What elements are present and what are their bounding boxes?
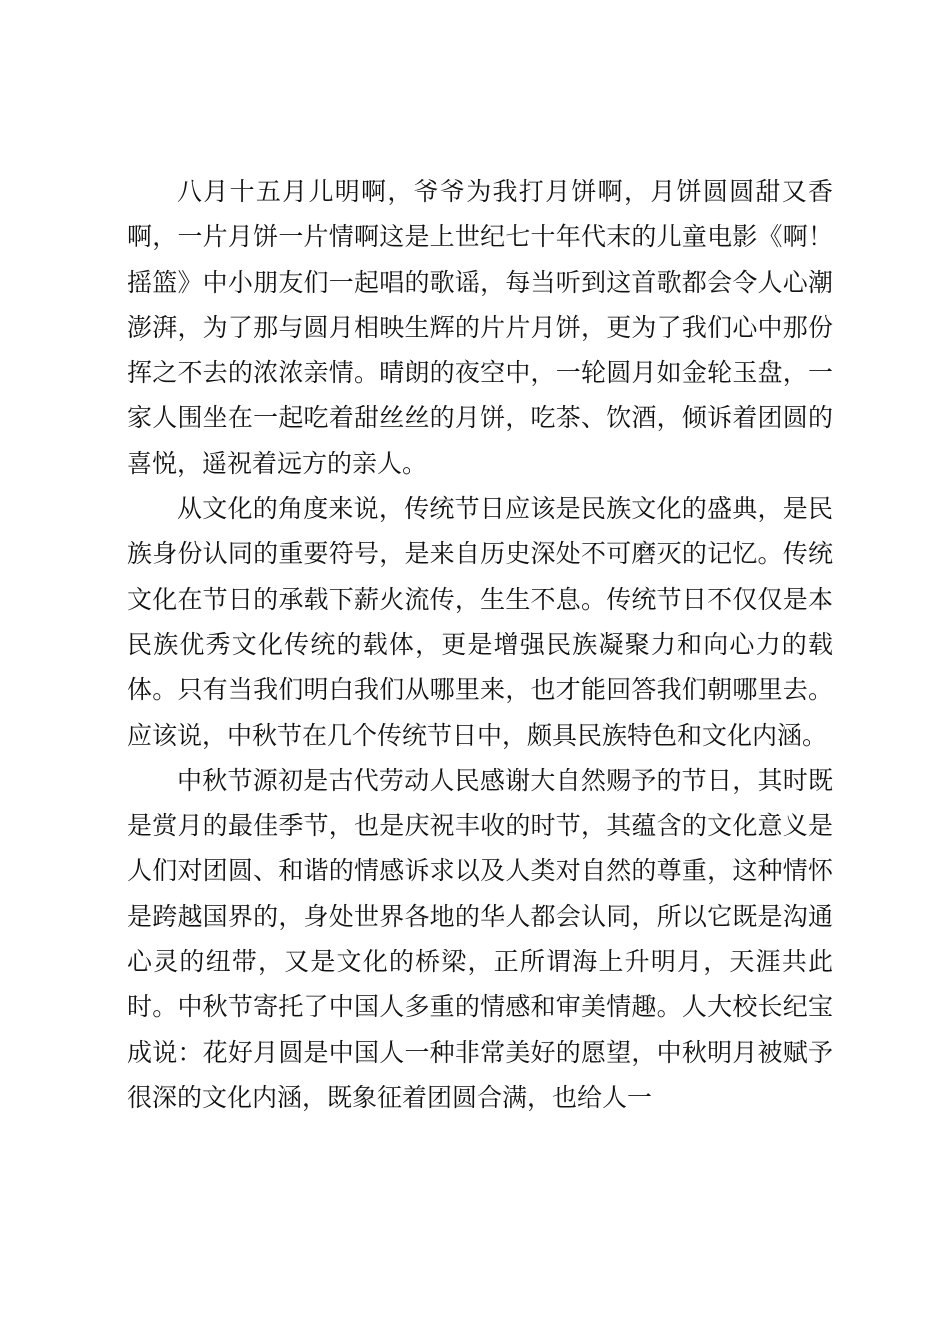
paragraph-festival-origin: 中秋节源初是古代劳动人民感谢大自然赐予的节日，其时既是赏月的最佳季节，也是庆祝丰收的时节，其蕴含的文化意义是人们对团圆、和谐的情感诉求以及人类对自然的尊重，这种情怀是跨越国界的，身处世界各地的华人都会认同，所以它既是沟通心灵的纽带，又是文化的桥梁，正所谓海上升明月，天涯共此时。中秋节寄托了中国人多重的情感和审美情趣。人大校长纪宝成说：花好月圆是中国人一种非常美好的愿望，中秋明月被赋予很深的文化内涵，既象征着团圆合满，也给人一 [127, 765, 833, 1112]
document-body [127, 169, 833, 1120]
paragraph-cultural-perspective: 从文化的角度来说，传统节日应该是民族文化的盛典，是民族身份认同的重要符号，是来自历史深处不可磨灭的记忆。传统文化在节日的承载下薪火流传，生生不息。传统节日不仅仅是本民族优秀文化传统的载体，更是增强民族凝聚力和向心力的载体。只有当我们明白我们从哪里来，也才能回答我们朝哪里去。应该说，中秋节在几个传统节日中，颇具民族特色和文化内涵。 [127, 494, 833, 750]
paragraph-mid-autumn-song: 八月十五月儿明啊，爷爷为我打月饼啊，月饼圆圆甜又香啊，一片月饼一片情啊这是上世纪七十年代末的儿童电影《啊！摇篮》中小朋友们一起唱的歌谣，每当听到这首歌都会令人心潮澎湃，为了那与圆月相映生辉的片片月饼，更为了我们心中那份挥之不去的浓浓亲情。晴朗的夜空中，一轮圆月如金轮玉盘，一家人围坐在一起吃着甜丝丝的月饼，吃茶、饮酒，倾诉着团圆的喜悦，遥祝着远方的亲人。 [127, 177, 833, 478]
